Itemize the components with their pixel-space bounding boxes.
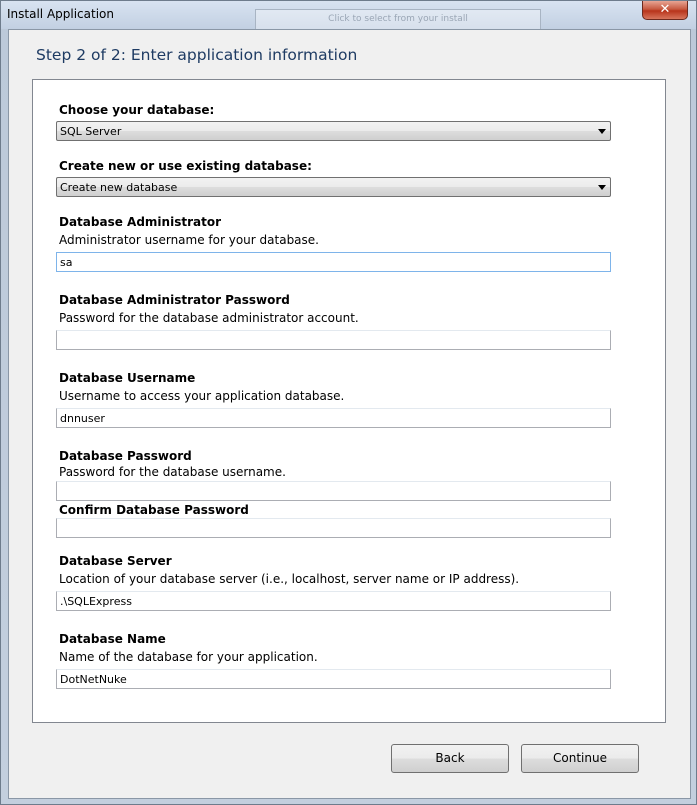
- db-server-label: Database Server: [59, 554, 172, 568]
- background-hint-box: [255, 9, 541, 31]
- chevron-down-icon: [598, 185, 606, 190]
- continue-button[interactable]: Continue: [521, 744, 639, 773]
- db-admin-password-description: Password for the database administrator account.: [59, 311, 359, 325]
- create-mode-label: Create new or use existing database:: [59, 159, 312, 173]
- db-username-input[interactable]: dnnuser: [56, 408, 611, 428]
- db-username-description: Username to access your application database.: [59, 389, 345, 403]
- background-hint-text: Click to select from your install: [328, 14, 468, 24]
- chevron-down-icon: [598, 129, 606, 134]
- close-button[interactable]: [642, 1, 688, 20]
- db-password-label: Database Password: [59, 449, 192, 463]
- form-panel: [32, 79, 666, 723]
- db-admin-input[interactable]: sa: [56, 252, 611, 272]
- confirm-password-label: Confirm Database Password: [59, 503, 249, 517]
- back-button[interactable]: Back: [391, 744, 509, 773]
- db-server-description: Location of your database server (i.e., localhost, server name or IP address).: [59, 572, 520, 586]
- db-admin-password-input[interactable]: [56, 330, 611, 350]
- db-name-label: Database Name: [59, 632, 166, 646]
- db-username-label: Database Username: [59, 371, 196, 385]
- db-password-description: Password for the database username.: [59, 465, 286, 479]
- close-icon: ✕: [659, 2, 671, 17]
- database-type-value: SQL Server: [60, 125, 122, 138]
- title-bar[interactable]: [1, 1, 696, 29]
- db-admin-password-label: Database Administrator Password: [59, 293, 290, 307]
- page-title: Step 2 of 2: Enter application information: [36, 46, 358, 64]
- db-server-input[interactable]: .\SQLExpress: [56, 591, 611, 611]
- confirm-password-input[interactable]: [56, 518, 611, 538]
- create-mode-select[interactable]: [56, 177, 611, 197]
- db-name-input[interactable]: DotNetNuke: [56, 669, 611, 689]
- database-type-select[interactable]: [56, 121, 611, 141]
- db-name-description: Name of the database for your application.: [59, 650, 318, 664]
- database-type-label: Choose your database:: [59, 103, 215, 117]
- db-password-input[interactable]: [56, 481, 611, 501]
- window-title: Install Application: [7, 7, 114, 21]
- db-admin-label: Database Administrator: [59, 215, 221, 229]
- create-mode-value: Create new database: [60, 181, 178, 194]
- dialog-client-area: [8, 29, 691, 799]
- db-admin-description: Administrator username for your database.: [59, 233, 319, 247]
